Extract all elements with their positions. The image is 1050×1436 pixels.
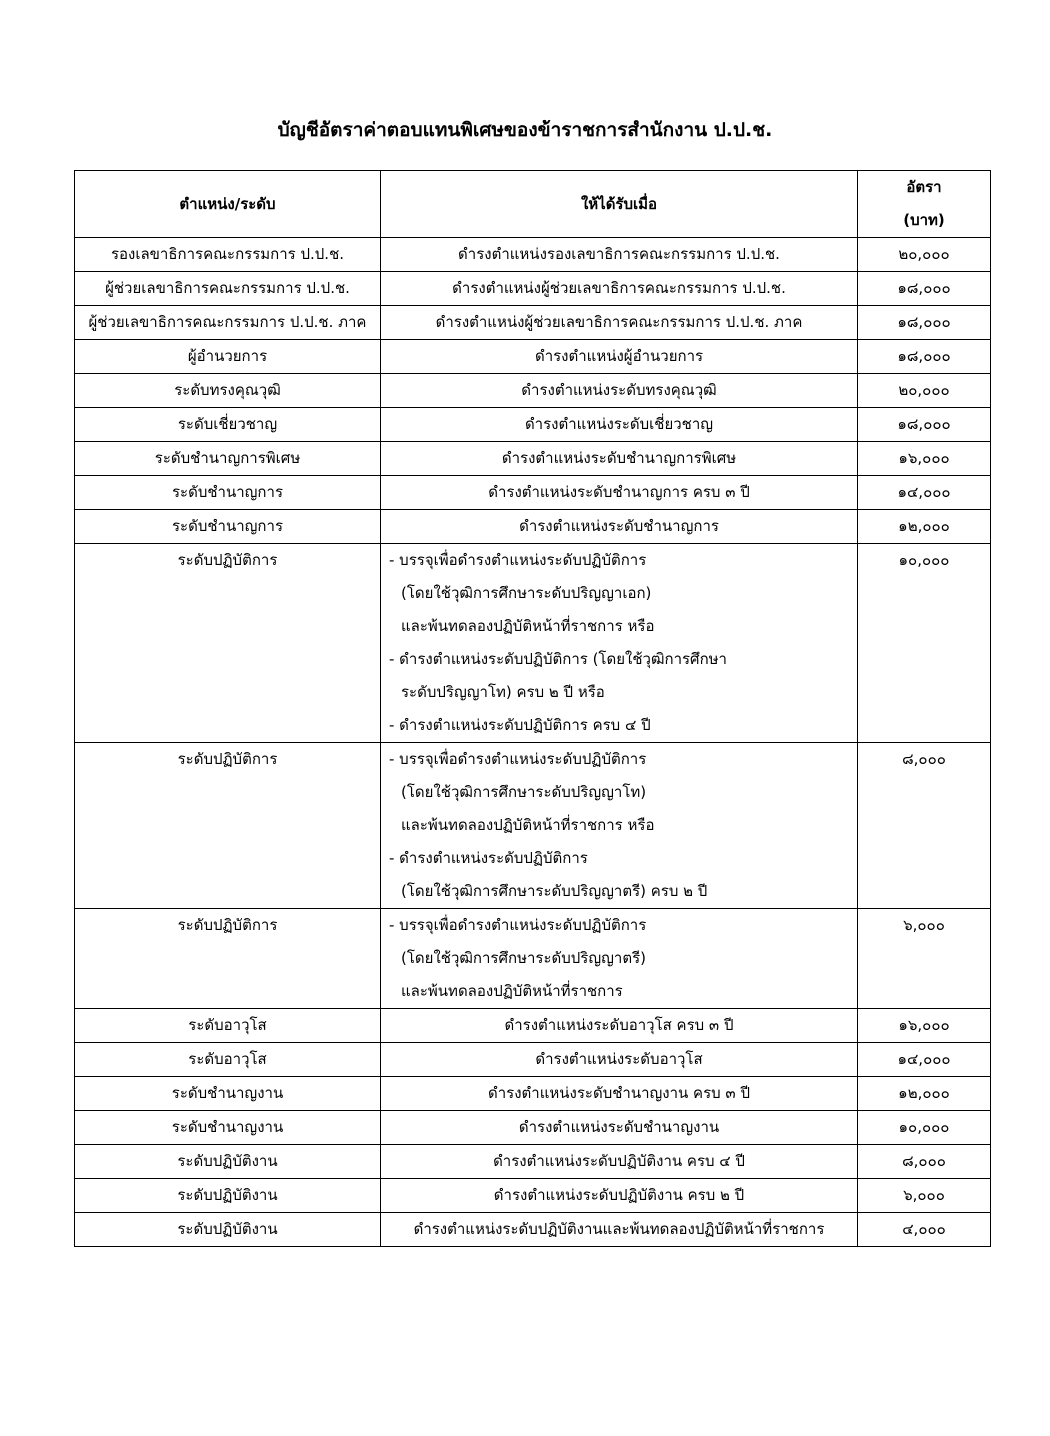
position-cell: ระดับชำนาญการพิเศษ (75, 442, 381, 476)
table-row (75, 743, 991, 909)
position-cell: ระดับเชี่ยวชาญ (75, 408, 381, 442)
rate-cell: ๑๘,๐๐๐ (858, 408, 991, 442)
table-row (75, 909, 991, 1009)
header-position: ตำแหน่ง/ระดับ (75, 171, 381, 238)
page-title: บัญชีอัตราค่าตอบแทนพิเศษของข้าราชการสำนักงาน ป.ป.ช. (277, 119, 773, 141)
condition-line: - บรรจุเพื่อดำรงตำแหน่งระดับปฏิบัติการ (389, 916, 647, 934)
position-cell: ระดับอาวุโส (75, 1043, 381, 1077)
condition-line: ดำรงตำแหน่งระดับเชี่ยวชาญ (524, 415, 714, 433)
table-row (75, 442, 991, 476)
rate-cell: ๑๘,๐๐๐ (858, 340, 991, 374)
rate-cell: ๑๖,๐๐๐ (858, 1009, 991, 1043)
table-row (75, 1077, 991, 1111)
condition-cell (381, 374, 858, 408)
condition-line: - บรรจุเพื่อดำรงตำแหน่งระดับปฏิบัติการ (389, 750, 647, 768)
rate-cell: ๔,๐๐๐ (858, 1213, 991, 1247)
condition-cell (381, 909, 858, 1009)
condition-cell (381, 1145, 858, 1179)
position-cell: ผู้ช่วยเลขาธิการคณะกรรมการ ป.ป.ช. (75, 272, 381, 306)
rate-cell: ๘,๐๐๐ (858, 1145, 991, 1179)
condition-line: ดำรงตำแหน่งระดับชำนาญการ ครบ ๓ ปี (488, 483, 750, 501)
position-cell: ผู้อำนวยการ (75, 340, 381, 374)
condition-cell (381, 1179, 858, 1213)
condition-line: (โดยใช้วุฒิการศึกษาระดับปริญญาตรี) ครบ ๒ ปี (401, 882, 708, 900)
table-row (75, 544, 991, 743)
table-row (75, 1111, 991, 1145)
table-row (75, 1179, 991, 1213)
table-row (75, 306, 991, 340)
condition-line: ดำรงตำแหน่งรองเลขาธิการคณะกรรมการ ป.ป.ช. (458, 245, 780, 263)
table-row (75, 1145, 991, 1179)
rate-cell: ๑๖,๐๐๐ (858, 442, 991, 476)
rate-cell: ๑๐,๐๐๐ (858, 1111, 991, 1145)
position-cell: ระดับปฏิบัติการ (75, 743, 381, 909)
table-row (75, 510, 991, 544)
condition-cell (381, 510, 858, 544)
table-row (75, 238, 991, 272)
condition-cell (381, 1009, 858, 1043)
rate-cell: ๑๔,๐๐๐ (858, 1043, 991, 1077)
condition-line: ดำรงตำแหน่งผู้อำนวยการ (534, 347, 704, 365)
condition-line: ดำรงตำแหน่งระดับปฏิบัติงานและพ้นทดลองปฏิบัติหน้าที่ราชการ (413, 1220, 825, 1238)
position-cell: ระดับชำนาญการ (75, 476, 381, 510)
position-cell: ระดับชำนาญงาน (75, 1111, 381, 1145)
rate-cell: ๑๘,๐๐๐ (858, 272, 991, 306)
condition-cell (381, 442, 858, 476)
condition-cell (381, 544, 858, 743)
condition-cell (381, 743, 858, 909)
condition-line: ดำรงตำแหน่งระดับชำนาญงาน ครบ ๓ ปี (488, 1084, 750, 1102)
condition-line: - ดำรงตำแหน่งระดับปฏิบัติการ (389, 849, 588, 867)
condition-line: ดำรงตำแหน่งระดับชำนาญงาน (518, 1118, 720, 1136)
rate-cell: ๑๒,๐๐๐ (858, 1077, 991, 1111)
table-row (75, 1213, 991, 1247)
table-row (75, 1009, 991, 1043)
condition-line: (โดยใช้วุฒิการศึกษาระดับปริญญาโท) (401, 783, 647, 801)
condition-line: - บรรจุเพื่อดำรงตำแหน่งระดับปฏิบัติการ (389, 551, 647, 569)
position-cell: ระดับอาวุโส (75, 1009, 381, 1043)
rate-cell: ๖,๐๐๐ (858, 1179, 991, 1213)
condition-cell (381, 476, 858, 510)
condition-line: ดำรงตำแหน่งระดับปฏิบัติงาน ครบ ๔ ปี (493, 1152, 745, 1170)
condition-line: และพ้นทดลองปฏิบัติหน้าที่ราชการ หรือ (401, 816, 655, 834)
rates-table (74, 170, 991, 1247)
table-row (75, 1043, 991, 1077)
condition-cell (381, 1043, 858, 1077)
condition-line: ดำรงตำแหน่งระดับปฏิบัติงาน ครบ ๒ ปี (493, 1186, 745, 1204)
condition-cell (381, 1077, 858, 1111)
condition-cell (381, 306, 858, 340)
condition-line: ดำรงตำแหน่งระดับทรงคุณวุฒิ (521, 381, 717, 399)
header-rate-unit: (บาท) (903, 211, 945, 229)
condition-cell (381, 238, 858, 272)
condition-cell (381, 408, 858, 442)
condition-cell (381, 340, 858, 374)
condition-line: - ดำรงตำแหน่งระดับปฏิบัติการ (โดยใช้วุฒิการศึกษา (389, 650, 727, 668)
condition-line: ดำรงตำแหน่งผู้ช่วยเลขาธิการคณะกรรมการ ป.ป.ช. (452, 279, 786, 297)
position-cell: ผู้ช่วยเลขาธิการคณะกรรมการ ป.ป.ช. ภาค (75, 306, 381, 340)
position-cell: ระดับชำนาญการ (75, 510, 381, 544)
position-cell: ระดับปฏิบัติงาน (75, 1145, 381, 1179)
condition-cell (381, 1213, 858, 1247)
condition-line: ดำรงตำแหน่งระดับชำนาญการ (519, 517, 719, 535)
header-condition: ให้ได้รับเมื่อ (381, 171, 858, 238)
condition-line: ระดับปริญญาโท) ครบ ๒ ปี หรือ (401, 683, 605, 701)
position-cell: รองเลขาธิการคณะกรรมการ ป.ป.ช. (75, 238, 381, 272)
condition-line: ดำรงตำแหน่งผู้ช่วยเลขาธิการคณะกรรมการ ป.ป.ช. ภาค (435, 313, 803, 331)
condition-line: (โดยใช้วุฒิการศึกษาระดับปริญญาเอก) (401, 584, 652, 602)
position-cell: ระดับชำนาญงาน (75, 1077, 381, 1111)
header-rate-label: อัตรา (906, 178, 942, 196)
condition-cell (381, 1111, 858, 1145)
rate-cell: ๒๐,๐๐๐ (858, 374, 991, 408)
rate-cell: ๖,๐๐๐ (858, 909, 991, 1009)
header-rate (858, 171, 991, 238)
table-row (75, 408, 991, 442)
condition-cell (381, 272, 858, 306)
rate-cell: ๑๘,๐๐๐ (858, 306, 991, 340)
table-body (75, 238, 991, 1247)
position-cell: ระดับทรงคุณวุฒิ (75, 374, 381, 408)
position-cell: ระดับปฏิบัติการ (75, 909, 381, 1009)
table-header-row (75, 171, 991, 238)
rate-cell: ๘,๐๐๐ (858, 743, 991, 909)
position-cell: ระดับปฏิบัติงาน (75, 1179, 381, 1213)
condition-line: ดำรงตำแหน่งระดับชำนาญการพิเศษ (501, 449, 737, 467)
position-cell: ระดับปฏิบัติการ (75, 544, 381, 743)
rate-cell: ๒๐,๐๐๐ (858, 238, 991, 272)
table-row (75, 272, 991, 306)
table-row (75, 476, 991, 510)
condition-line: และพ้นทดลองปฏิบัติหน้าที่ราชการ (401, 982, 623, 1000)
condition-line: ดำรงตำแหน่งระดับอาวุโส ครบ ๓ ปี (504, 1016, 734, 1034)
condition-line: - ดำรงตำแหน่งระดับปฏิบัติการ ครบ ๔ ปี (389, 716, 651, 734)
position-cell: ระดับปฏิบัติงาน (75, 1213, 381, 1247)
rate-cell: ๑๒,๐๐๐ (858, 510, 991, 544)
rate-cell: ๑๔,๐๐๐ (858, 476, 991, 510)
condition-line: (โดยใช้วุฒิการศึกษาระดับปริญญาตรี) (401, 949, 646, 967)
table-row (75, 340, 991, 374)
table-row (75, 374, 991, 408)
condition-line: ดำรงตำแหน่งระดับอาวุโส (535, 1050, 703, 1068)
condition-line: และพ้นทดลองปฏิบัติหน้าที่ราชการ หรือ (401, 617, 655, 635)
rate-cell: ๑๐,๐๐๐ (858, 544, 991, 743)
